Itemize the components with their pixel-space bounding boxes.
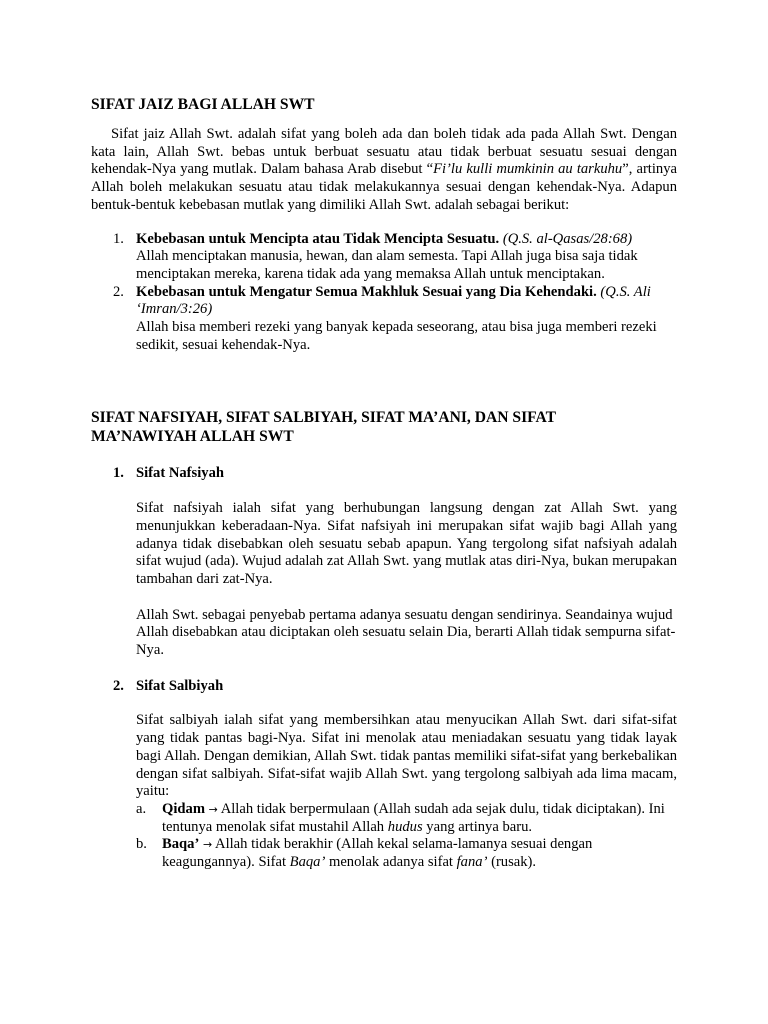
salbiyah-list <box>91 801 677 872</box>
item-emphasis: Baqa’ <box>289 854 326 871</box>
list-item <box>91 284 677 355</box>
item-text: Allah tidak berpermulaan (Allah sudah ada sejak dulu, tidak diciptakan). Ini tentunya menolak sifat mustahil Allah <box>162 800 665 835</box>
heading-line: MA’NAWIYAH ALLAH SWT <box>91 428 294 446</box>
subsection-heading-salbiyah <box>91 678 677 696</box>
section-heading-sifat-jaiz: SIFAT JAIZ BAGI ALLAH SWT <box>91 96 315 113</box>
sifat-term: Baqa’ <box>162 836 200 853</box>
arrow-right-icon: → <box>208 802 218 816</box>
item-body: Allah menciptakan manusia, hewan, dan alam semesta. Tapi Allah juga bisa saja tidak menciptakan mereka, karena tidak ada yang memaksa Allah untuk menciptakan. <box>136 248 638 282</box>
subsection-title: Sifat Salbiyah <box>136 677 224 694</box>
sifat-term: Qidam <box>162 800 205 817</box>
list-number: 1. <box>113 230 124 247</box>
nafsiyah-paragraph-1: Sifat nafsiyah ialah sifat yang berhubungan langsung dengan zat Allah Swt. yang menunjukkan keberadaan-Nya. Sifat nafsiyah ini merupakan sifat wajib bagi Allah yang adanya tidak disebabkan oleh sesuatu sebab apapun. Yang tergolong sifat nafsiyah adalah sifat wujud (ada). Wujud adalah zat Allah Swt. yang mutlak atas diri-Nya, bukan merupakan tambahan dari zat-Nya. <box>136 500 677 587</box>
heading-line: SIFAT NAFSIYAH, SIFAT SALBIYAH, SIFAT MA’ANI, DAN SIFAT <box>91 409 557 427</box>
list-item <box>91 231 677 284</box>
item-emphasis: hudus <box>387 818 423 835</box>
nafsiyah-paragraph-2: Allah Swt. sebagai penyebab pertama adanya sesuatu dengan sendirinya. Seandainya wujud Allah disebabkan atau diciptakan oleh sesuatu selain Dia, berarti Allah tidak sempurna sifat-Nya. <box>136 606 676 659</box>
item-text: (rusak). <box>487 854 537 871</box>
kebebasan-list <box>91 231 677 355</box>
quran-reference: (Q.S. al-Qasas/28:68) <box>502 230 633 247</box>
subsection-number: 1. <box>113 465 124 482</box>
intro-text: Sifat jaiz Allah Swt. adalah sifat yang boleh ada dan boleh tidak ada pada Allah Swt. Dengan kata lain, Allah Swt. bebas untuk berbuat sesuatu atau tidak berbuat sesuatu sesuai dengan kehendak-Nya yang mutlak. Dalam bahasa Arab disebut “ <box>91 126 677 178</box>
subsection-number: 2. <box>113 677 124 694</box>
quran-reference: (Q.S. Ali ‘Imran/3:26) <box>136 283 651 318</box>
subsection-title: Sifat Nafsiyah <box>136 465 224 482</box>
list-item <box>136 836 677 871</box>
item-emphasis: fana’ <box>456 854 488 871</box>
list-letter: b. <box>136 836 147 853</box>
item-text: Allah tidak berakhir (Allah kekal selama-lamanya sesuai dengan keagungannya). Sifat <box>162 836 593 871</box>
arrow-right-icon: → <box>202 838 213 852</box>
intro-paragraph <box>91 126 677 215</box>
list-letter: a. <box>136 800 147 817</box>
item-title: Kebebasan untuk Mencipta atau Tidak Mencipta Sesuatu. <box>136 230 500 247</box>
item-text: menolak adanya sifat <box>325 854 457 871</box>
intro-text-continued: ”, artinya Allah boleh melakukan sesuatu atau tidak melakukannya sesuai dengan kehendak-Nya. Adapun bentuk-bentuk kebebasan mutlak yang dimiliki Allah Swt. adalah sebagai berikut: <box>91 161 677 213</box>
list-number: 2. <box>113 283 124 300</box>
document-body <box>91 94 677 872</box>
item-text: yang artinya baru. <box>422 818 533 835</box>
salbiyah-paragraph: Sifat salbiyah ialah sifat yang membersihkan atau menyucikan Allah Swt. dari sifat-sifat yang tidak pantas bagi-Nya. Sifat ini menolak atau meniadakan sesuatu yang tidak layak bagi Allah. Dengan demikian, Allah Swt. tidak pantas memiliki sifat-sifat yang berkebalikan dengan sifat salbiyah. Sifat-sifat wajib Allah Swt. yang tergolong salbiyah ada lima macam, yaitu: <box>136 712 677 800</box>
list-item <box>136 801 677 836</box>
item-title: Kebebasan untuk Mengatur Semua Makhluk Sesuai yang Dia Kehendaki. <box>136 283 597 300</box>
arabic-phrase: Fi’lu kulli mumkinin au tarkuhu <box>433 161 623 178</box>
section-heading-sifat-allah <box>91 408 677 446</box>
item-body: Allah bisa memberi rezeki yang banyak kepada seseorang, atau bisa juga memberi rezeki sedikit, sesuai kehendak-Nya. <box>136 319 657 353</box>
subsection-heading-nafsiyah <box>91 465 677 483</box>
